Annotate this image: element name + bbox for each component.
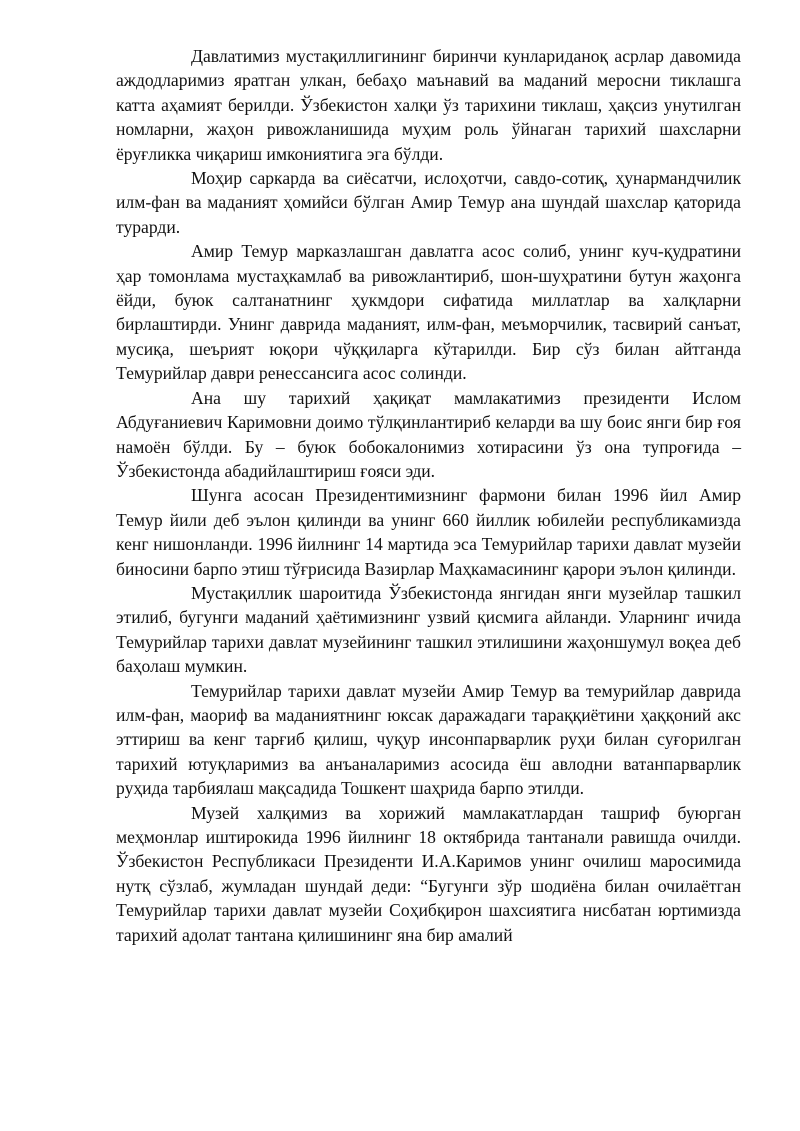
paragraph-8: Музей халқимиз ва хорижий мамлакатлардан ташриф буюрган меҳмонлар иштирокида 1996 йилнинг 18 октябрида тантанали равишда очилди. Ўзбекистон Республикаси Президенти И.А.Каримов унинг очилиш маросимида нутқ сўзлаб, жумладан шундай деди: “Бугунги зўр шодиёна билан очилаётган Темурийлар тарихи давлат музейи Соҳибқирон шахсиятига нисбатан юртимизда тарихий адолат тантана қилишининг яна бир амалий bbox=[116, 802, 741, 945]
paragraph-2: Моҳир саркарда ва сиёсатчи, ислоҳотчи, савдо-сотиқ, ҳунармандчилик илм-фан ва маданият ҳомийси бўлган Амир Темур ана шундай шахслар қаторида турарди. bbox=[116, 168, 741, 237]
paragraph-4: Ана шу тарихий ҳақиқат мамлакатимиз президенти Ислом Абдуғаниевич Каримовни доимо тўлқинлантириб келарди ва шу боис янги бир ғоя намоён бўлди. Бу – буюк бобокалонимиз хотирасини ўз она тупроғида –Ўзбекистонда абадийлаштириш ғояси эди. bbox=[116, 387, 741, 481]
paragraph-6: Мустақиллик шароитида Ўзбекистонда янгидан янги музейлар ташкил этилиб, бугунги маданий ҳаётимизнинг узвий қисмига айланди. Уларнинг ичида Темурийлар тарихи давлат музейининг ташкил этилишини жаҳоншумул воқеа деб баҳолаш мумкин. bbox=[116, 582, 741, 677]
paragraph-3: Амир Темур марказлашган давлатга асос солиб, унинг куч-қудратини ҳар томонлама мустаҳкамлаб ва ривожлантириб, шон-шуҳратини бутун жаҳонга ёйди, буюк салтанатнинг ҳукмдори сифатида миллатлар ва халқларни бирлаштирди. Унинг даврида маданият, илм-фан, меъморчилик, тасвирий санъат, мусиқа, шеърият юқори чўққиларга кўтарилди. Бир сўз билан айтганда Темурийлар даври ренессансига асос солинди. bbox=[116, 241, 741, 384]
paragraph-5: Шунга асосан Президентимизнинг фармони билан 1996 йил Амир Темур йили деб эълон қилинди ва унинг 660 йиллик юбилейи республикамизда кенг нишонланди. 1996 йилнинг 14 мартида эса Темурийлар тарихи давлат музейи биносини барпо этиш тўғрисида Вазирлар Маҳкамасининг қарори эълон қилинди. bbox=[116, 485, 741, 579]
paragraph-7: Темурийлар тарихи давлат музейи Амир Темур ва темурийлар даврида илм-фан, маориф ва маданиятнинг юксак даражадаги тараққиётини ҳаққоний акс эттириш ва кенг тарғиб қилиш, чуқур инсонпарварлик руҳи билан суғорилган тарихий ютуқларимиз ва анъаналаримиз асосида ёш авлодни ватанпарварлик руҳида тарбиялаш мақсадида Тошкент шаҳрида барпо этилди. bbox=[116, 680, 741, 799]
paragraph-1: Давлатимиз мустақиллигининг биринчи кунлариданоқ асрлар давомида аждодларимиз яратган улкан, бебаҳо маънавий ва маданий меросни тиклашга катта аҳамият берилди. Ўзбекистон халқи ўз тарихини тиклаш, ҳақсиз унутилган номларни, жаҳон ривожланишида муҳим роль ўйнаган тарихий шахсларни ёруғликка чиқариш имкониятига эга бўлди. bbox=[116, 46, 741, 164]
document-body bbox=[116, 44, 741, 947]
